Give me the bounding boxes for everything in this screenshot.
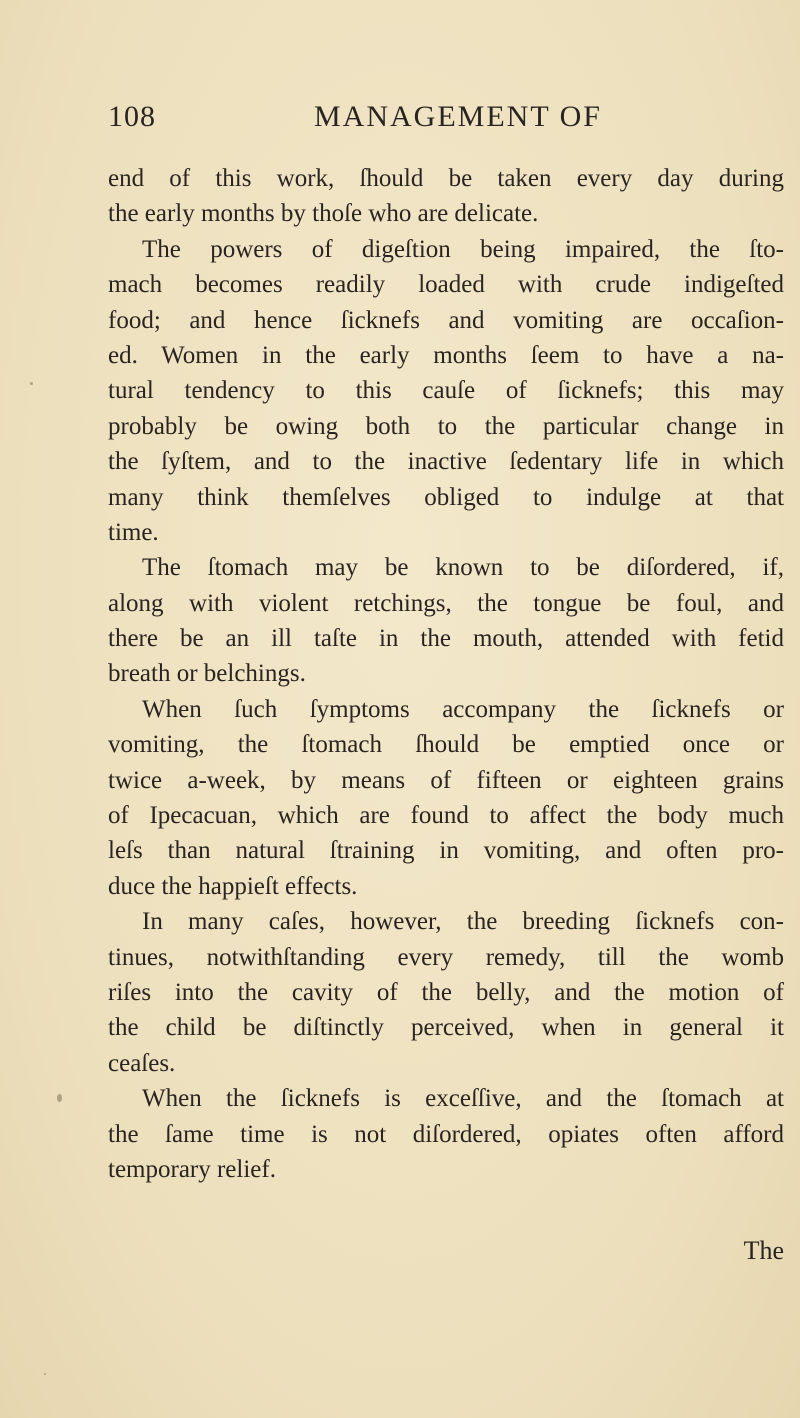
text-line: the child be diſtinctly perceived, when in general it [108,1014,784,1042]
text-line: along with violent retchings, the tongue be foul, and [108,589,784,617]
text-line: In many caſes, however, the breeding ſicknefs con- [142,908,784,936]
text-line: of Ipecacuan, which are found to affect the body much [108,802,784,830]
text-line: When ſuch ſymptoms accompany the ſicknefs or [142,695,784,723]
text-line: ed. Women in the early months ſeem to have a na- [108,341,784,369]
text-line: breath or belchings. [108,660,306,688]
text-line: time. [108,518,159,546]
paper-speck [30,382,33,385]
text-line: leſs than natural ſtraining in vomiting, and often pro- [108,837,784,865]
body-text [108,161,784,1187]
running-head: MANAGEMENT OF [314,100,602,133]
text-line: end of this work, ſhould be taken every day during [108,165,784,192]
text-line: The powers of digeſtion being impaired, the ſto- [142,235,784,263]
text-line: tinues, notwithſtanding every remedy, till the womb [108,943,784,971]
text-line: there be an ill taſte in the mouth, attended with fetid [108,625,784,653]
text-line: temporary relief. [108,1155,276,1183]
page-header [108,92,668,142]
text-line: probably be owing both to the particular change in [108,412,784,440]
text-line: duce the happieſt effects. [108,872,358,900]
catchword: The [743,1236,784,1265]
text-line: tural tendency to this cauſe of ſicknefs; this may [108,377,784,405]
text-line: the early months by thoſe who are delicate. [108,200,539,228]
text-line: The ſtomach may be known to be diſordered, if, [142,554,784,582]
text-line: the ſyſtem, and to the inactive ſedentary life in which [108,448,784,476]
paper-speck [57,1094,62,1102]
text-line: vomiting, the ſtomach ſhould be emptied once or [108,731,784,759]
paper-speck [44,1373,46,1375]
text-line: the ſame time is not diſordered, opiates often afford [108,1120,784,1148]
page-number: 108 [108,100,156,133]
text-line: many think themſelves obliged to indulge at that [108,483,784,511]
text-line: ceaſes. [108,1049,176,1077]
text-line: mach becomes readily loaded with crude indigeſted [108,271,784,299]
text-line: food; and hence ſicknefs and vomiting are occaſion- [108,306,784,334]
text-line: riſes into the cavity of the belly, and the motion of [108,978,784,1006]
text-line: twice a-week, by means of fifteen or eighteen grains [108,766,784,794]
text-line: When the ſicknefs is exceſſive, and the ſtomach at [142,1085,784,1113]
